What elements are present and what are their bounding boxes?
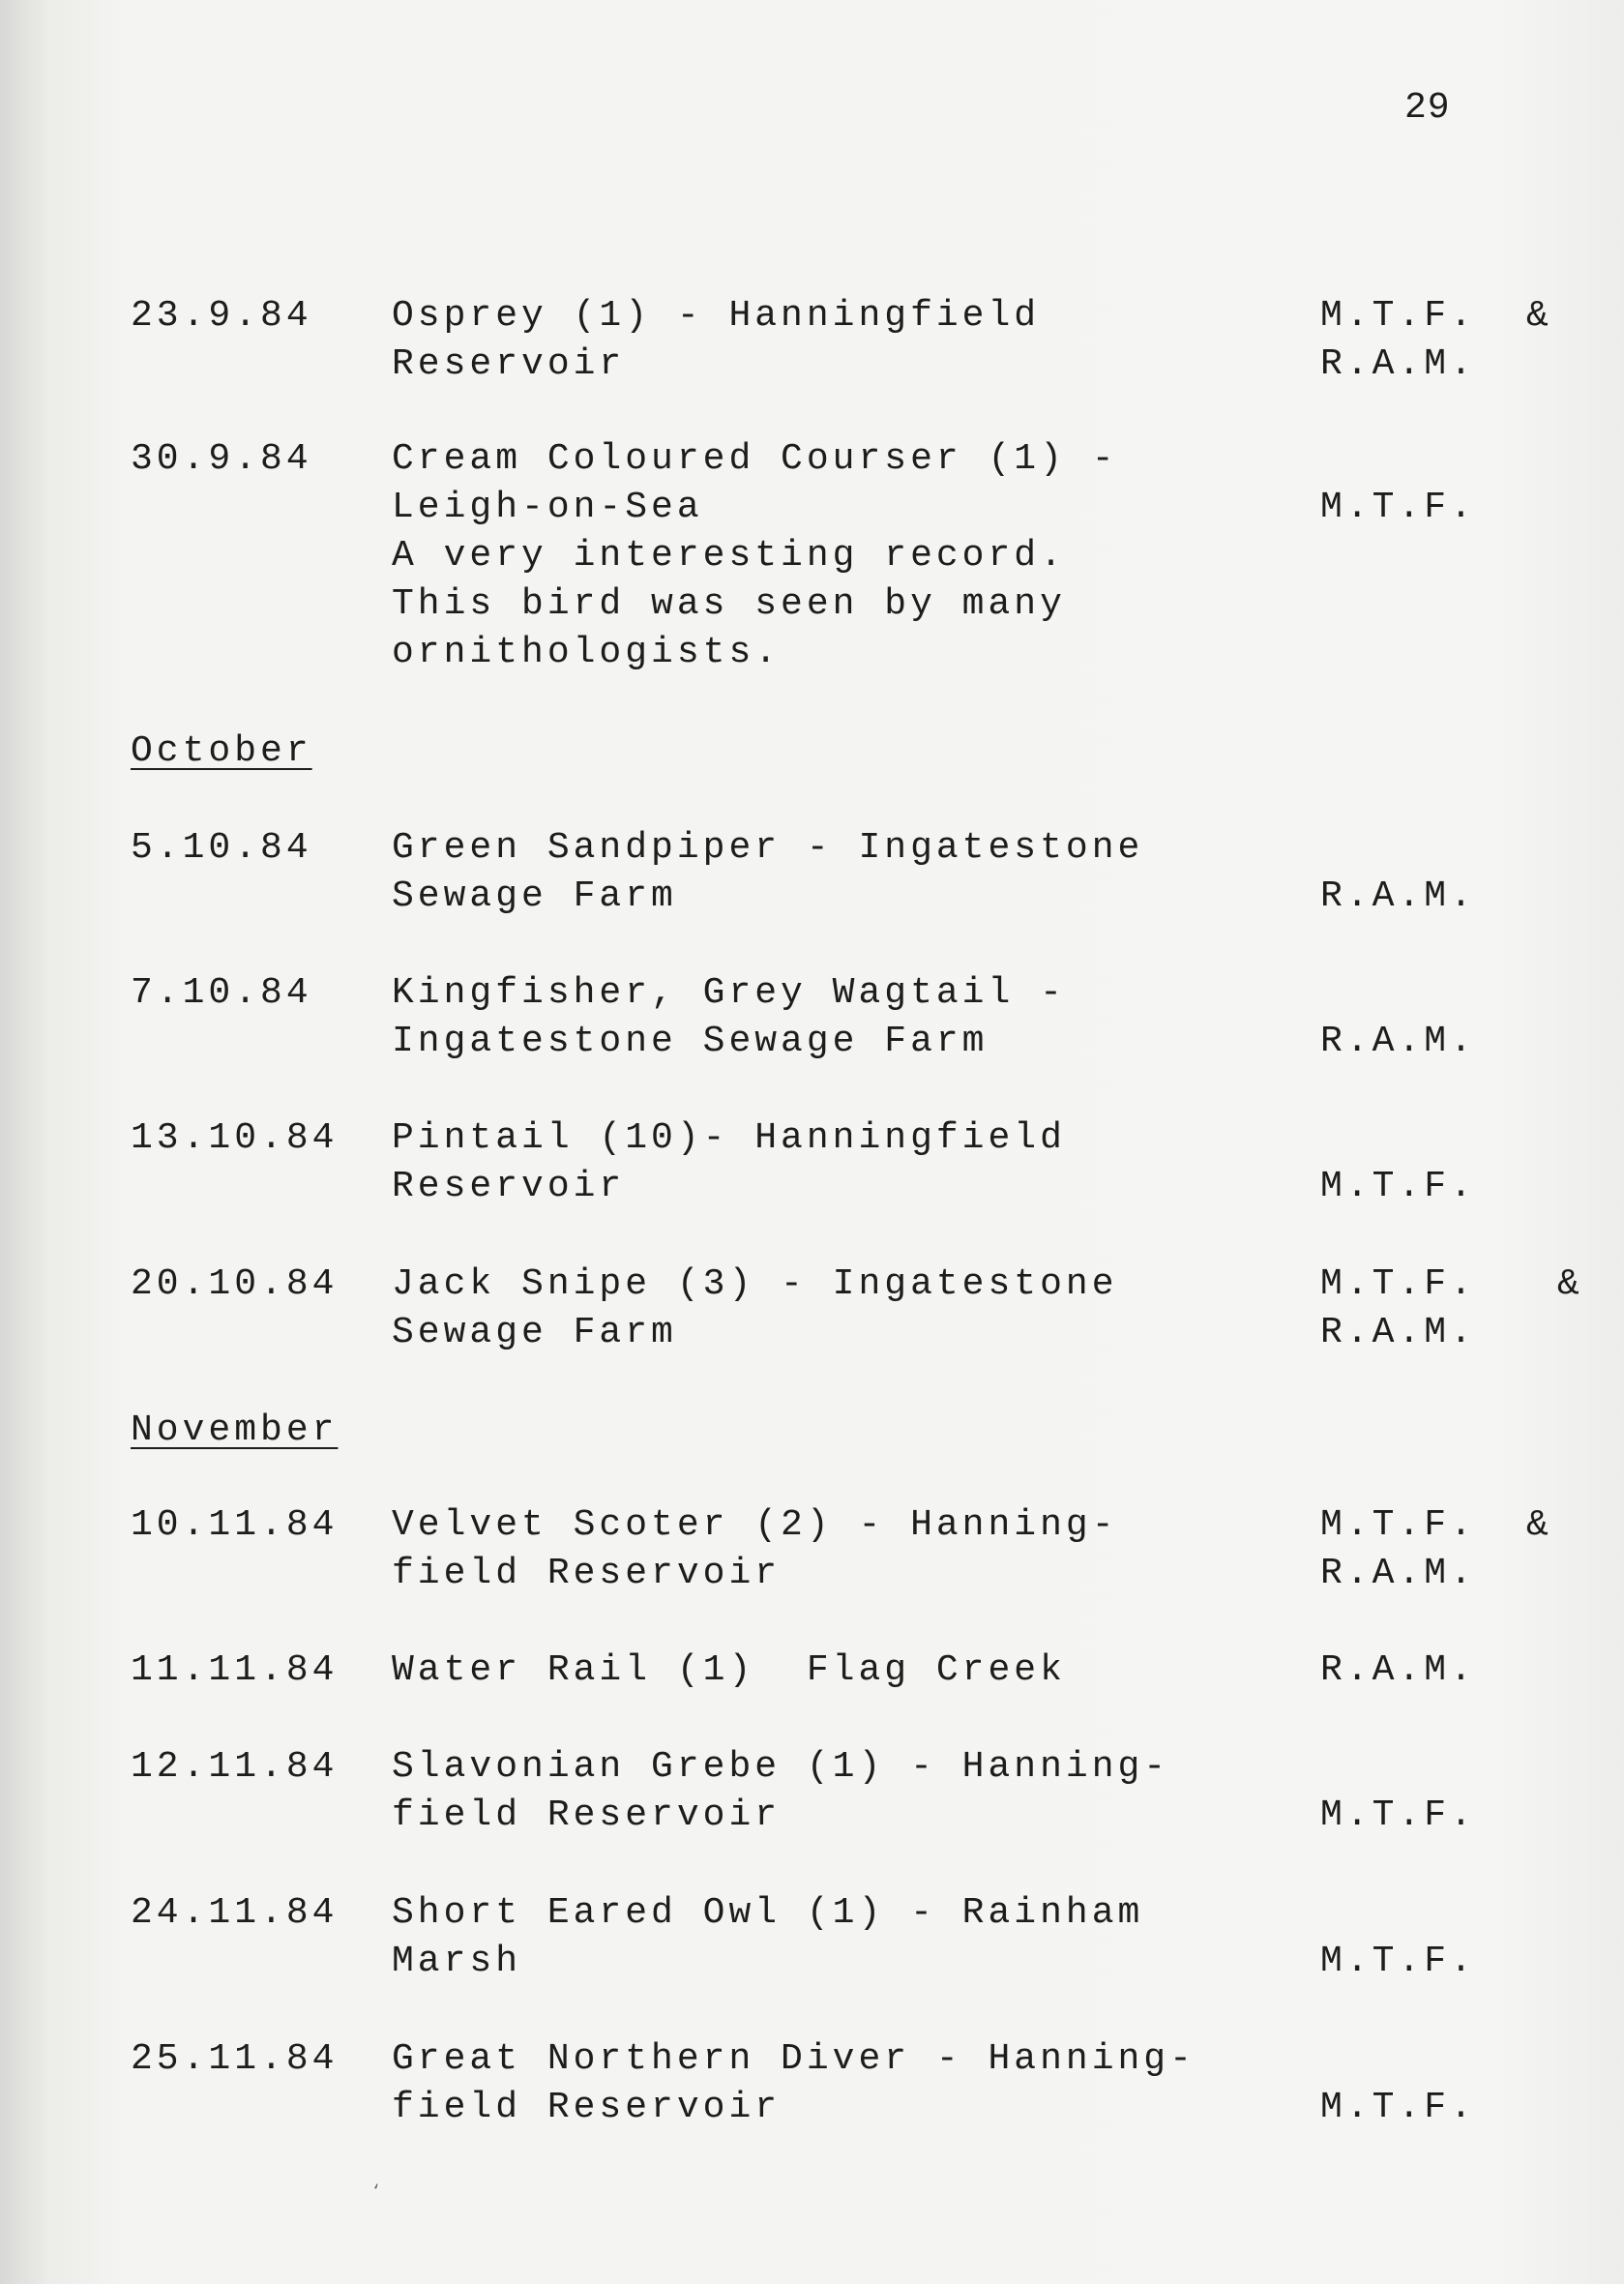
observer-initials: R.A.M. [1320, 343, 1476, 385]
observer-initials: R.A.M. [1320, 1649, 1476, 1691]
record-description: field Reservoir [392, 2087, 782, 2128]
record-date: 24.11.84 [131, 1892, 339, 1934]
page-number: 29 [1404, 87, 1451, 129]
record-description: Sewage Farm [392, 875, 677, 917]
record-date: 20.10.84 [131, 1263, 339, 1305]
record-description: Cream Coloured Courser (1) - [392, 438, 1118, 480]
record-description: Kingfisher, Grey Wagtail - [392, 972, 1066, 1014]
record-description: Great Northern Diver - Hanning- [392, 2038, 1196, 2080]
scan-speck: ‘ [371, 2182, 381, 2200]
record-date: 30.9.84 [131, 438, 312, 480]
month-heading-november: November [131, 1409, 339, 1451]
record-description: field Reservoir [392, 1553, 782, 1594]
record-note: ornithologists. [392, 632, 782, 673]
record-date: 13.10.84 [131, 1117, 339, 1159]
record-description: Pintail (10)- Hanningfield [392, 1117, 1066, 1159]
observer-initials: M.T.F. [1320, 487, 1476, 528]
record-date: 23.9.84 [131, 295, 312, 337]
record-date: 10.11.84 [131, 1504, 339, 1546]
record-description: Water Rail (1) Flag Creek [392, 1649, 1066, 1691]
record-description: Marsh [392, 1941, 522, 1982]
record-description: field Reservoir [392, 1795, 782, 1836]
observer-initials: R.A.M. [1320, 1553, 1476, 1594]
record-description: Reservoir [392, 1166, 626, 1207]
observer-initials: R.A.M. [1320, 1021, 1476, 1062]
record-date: 25.11.84 [131, 2038, 339, 2080]
record-description: Jack Snipe (3) - Ingatestone [392, 1263, 1118, 1305]
observer-ampersand: & [1526, 1504, 1552, 1546]
record-description: Slavonian Grebe (1) - Hanning- [392, 1746, 1170, 1788]
record-description: Velvet Scoter (2) - Hanning- [392, 1504, 1118, 1546]
observer-initials: M.T.F. [1320, 1166, 1476, 1207]
observer-initials: R.A.M. [1320, 875, 1476, 917]
observer-initials: M.T.F. [1320, 1795, 1476, 1836]
record-description: Sewage Farm [392, 1312, 677, 1353]
month-heading-october: October [131, 730, 312, 772]
record-description: Leigh-on-Sea [392, 487, 703, 528]
record-description: Ingatestone Sewage Farm [392, 1021, 989, 1062]
record-description: Green Sandpiper - Ingatestone [392, 827, 1144, 869]
observer-initials: M.T.F. [1320, 295, 1476, 337]
observer-initials: M.T.F. [1320, 2087, 1476, 2128]
record-date: 12.11.84 [131, 1746, 339, 1788]
record-description: Short Eared Owl (1) - Rainham [392, 1892, 1144, 1934]
record-date: 5.10.84 [131, 827, 312, 869]
observer-initials: R.A.M. [1320, 1312, 1476, 1353]
observer-initials: M.T.F. [1320, 1504, 1476, 1546]
record-note: This bird was seen by many [392, 583, 1066, 625]
observer-ampersand: & [1557, 1263, 1583, 1305]
record-description: Reservoir [392, 343, 626, 385]
observer-initials: M.T.F. [1320, 1263, 1476, 1305]
observer-ampersand: & [1526, 295, 1552, 337]
observer-initials: M.T.F. [1320, 1941, 1476, 1982]
record-date: 7.10.84 [131, 972, 312, 1014]
record-description: Osprey (1) - Hanningfield [392, 295, 1041, 337]
record-date: 11.11.84 [131, 1649, 339, 1691]
record-note: A very interesting record. [392, 535, 1066, 577]
